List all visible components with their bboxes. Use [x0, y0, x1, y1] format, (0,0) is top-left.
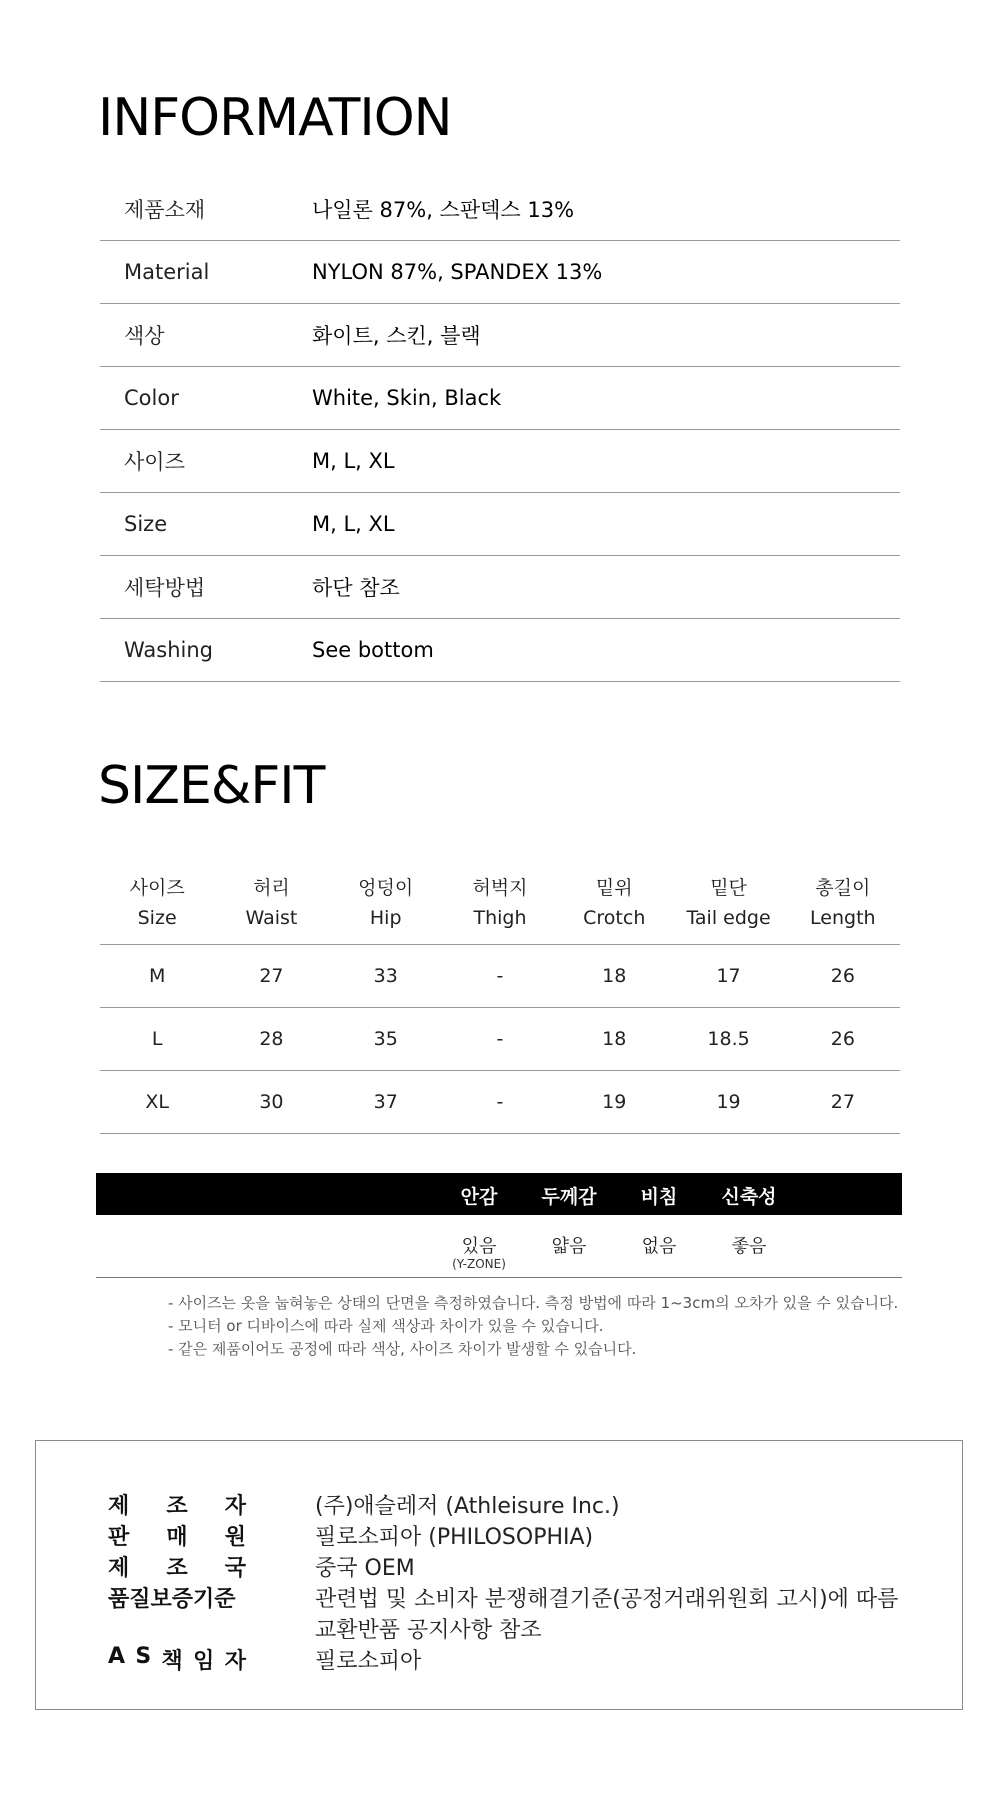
info-row-material-en [100, 241, 900, 304]
header-ko: 총길이 [815, 877, 871, 899]
table-cell: 27 [259, 965, 284, 987]
fit-value-thickness: 얇음 [551, 1236, 587, 1257]
table-cell: 37 [373, 1091, 398, 1113]
label-char: 제 [108, 1556, 130, 1581]
label-char: 판 [108, 1525, 130, 1550]
info-row-size-en [100, 493, 900, 556]
table-cell: 28 [259, 1028, 284, 1050]
label-char: 자 [224, 1649, 246, 1674]
manufacturer-label [108, 1489, 246, 1520]
info-row-size-ko [100, 430, 900, 493]
label-char: 자 [224, 1494, 246, 1519]
notes [168, 1292, 898, 1361]
seller-label [108, 1520, 246, 1551]
table-cell: 19 [716, 1091, 741, 1113]
header-ko: 사이즈 [129, 877, 185, 899]
table-cell: 35 [373, 1028, 398, 1050]
label-char: 조 [166, 1556, 188, 1581]
header-crotch [557, 873, 671, 944]
header-ko: 허리 [253, 877, 290, 899]
header-hip [329, 873, 443, 944]
note-line: - 같은 제품이어도 공정에 따라 색상, 사이즈 차이가 발생할 수 있습니다. [168, 1340, 637, 1358]
info-value: NYLON 87%, SPANDEX 13% [312, 260, 603, 284]
information-title: INFORMATION [98, 88, 452, 148]
info-label: Color [124, 386, 179, 410]
fit-header-thickness: 두께감 [541, 1186, 597, 1208]
table-row [100, 1071, 900, 1134]
table-cell: 26 [830, 1028, 855, 1050]
table-cell: L [151, 1028, 163, 1050]
table-cell: XL [145, 1091, 169, 1113]
header-ko: 밑단 [710, 877, 747, 899]
info-label: 제품소재 [124, 198, 206, 222]
info-label: Size [124, 512, 168, 536]
info-row-washing-en [100, 619, 900, 682]
header-en: Hip [369, 907, 402, 929]
info-label: Washing [124, 638, 214, 662]
country-value: 중국 OEM [315, 1556, 415, 1581]
quality-value-line1: 관련법 및 소비자 분쟁해결기준(공정거래위원회 고시)에 따름 [315, 1587, 899, 1612]
table-cell: 18.5 [707, 1028, 750, 1050]
info-label: Material [124, 260, 210, 284]
as-value: 필로소피아 [315, 1649, 422, 1674]
label-char: A [108, 1644, 126, 1669]
table-row [100, 1008, 900, 1071]
fit-values-row [96, 1215, 902, 1278]
company-info-box [35, 1440, 963, 1710]
quality-value-line2: 교환반품 공지사항 참조 [315, 1618, 542, 1643]
label-char: 원 [224, 1525, 246, 1550]
fit-header-bar [96, 1173, 902, 1215]
size-table-header [100, 873, 900, 945]
note-line: - 사이즈는 옷을 눕혀놓은 상태의 단면을 측정하였습니다. 측정 방법에 따라 1~3cm의 오차가 있을 수 있습니다. [168, 1294, 899, 1312]
header-ko: 허벅지 [472, 877, 528, 899]
label-char: 조 [166, 1494, 188, 1519]
info-label: 세탁방법 [124, 576, 206, 600]
table-cell: 30 [259, 1091, 284, 1113]
seller-value: 필로소피아 (PHILOSOPHIA) [315, 1525, 594, 1550]
fit-header-lining: 안감 [460, 1186, 498, 1208]
as-label [108, 1644, 246, 1675]
label-char: S [135, 1644, 152, 1669]
label-char: 책 [161, 1649, 183, 1674]
info-value: M, L, XL [312, 449, 395, 473]
header-en: Thigh [473, 907, 527, 929]
header-tail-edge [671, 873, 785, 944]
header-thigh [443, 873, 557, 944]
info-row-color-ko [100, 304, 900, 367]
fit-value-sheerness: 없음 [641, 1236, 677, 1257]
table-cell: M [148, 965, 166, 987]
table-cell: - [496, 1028, 504, 1050]
label-char: 국 [224, 1556, 246, 1581]
fit-value-lining-note: (Y-ZONE) [452, 1257, 506, 1271]
info-value: M, L, XL [312, 512, 395, 536]
header-length [786, 873, 900, 944]
table-cell: 18 [602, 1028, 627, 1050]
info-row-washing-ko [100, 556, 900, 619]
header-size [100, 873, 214, 944]
table-row [100, 945, 900, 1008]
header-en: Waist [245, 907, 298, 929]
table-cell: 26 [830, 965, 855, 987]
table-cell: - [496, 1091, 504, 1113]
fit-value-stretch: 좋음 [731, 1236, 767, 1257]
info-value: 화이트, 스킨, 블랙 [312, 324, 481, 348]
header-en: Crotch [583, 907, 646, 929]
country-label [108, 1551, 246, 1582]
label-char: 제 [108, 1494, 130, 1519]
table-cell: 19 [602, 1091, 627, 1113]
header-en: Size [137, 907, 177, 929]
header-ko: 밑위 [595, 877, 633, 899]
info-value: White, Skin, Black [312, 386, 502, 410]
header-en: Length [810, 907, 876, 929]
info-value: 하단 참조 [312, 576, 400, 600]
info-row-material-ko [100, 178, 900, 241]
fit-value-lining: 있음 [461, 1236, 497, 1257]
table-cell: 18 [602, 965, 627, 987]
label-char: 임 [193, 1649, 215, 1674]
information-table [100, 178, 900, 682]
header-ko: 엉덩이 [358, 877, 414, 899]
table-cell: - [496, 965, 504, 987]
fit-header-sheerness: 비침 [640, 1186, 678, 1208]
label-char: 매 [166, 1525, 188, 1550]
table-cell: 27 [830, 1091, 855, 1113]
size-fit-title: SIZE&FIT [98, 756, 325, 816]
table-cell: 17 [716, 965, 741, 987]
size-table [100, 873, 900, 1134]
header-en: Tail edge [686, 907, 771, 929]
note-line: - 모니터 or 디바이스에 따라 실제 색상과 차이가 있을 수 있습니다. [168, 1317, 604, 1335]
header-waist [214, 873, 328, 944]
info-row-color-en [100, 367, 900, 430]
info-label: 사이즈 [124, 450, 185, 474]
manufacturer-value: (주)애슬레저 (Athleisure Inc.) [315, 1494, 620, 1519]
info-value: 나일론 87%, 스판덱스 13% [312, 198, 575, 222]
info-label: 색상 [124, 324, 165, 348]
fit-header-stretch: 신축성 [721, 1186, 777, 1208]
quality-label: 품질보증기준 [108, 1587, 236, 1612]
table-cell: 33 [373, 965, 398, 987]
info-value: See bottom [312, 638, 434, 662]
